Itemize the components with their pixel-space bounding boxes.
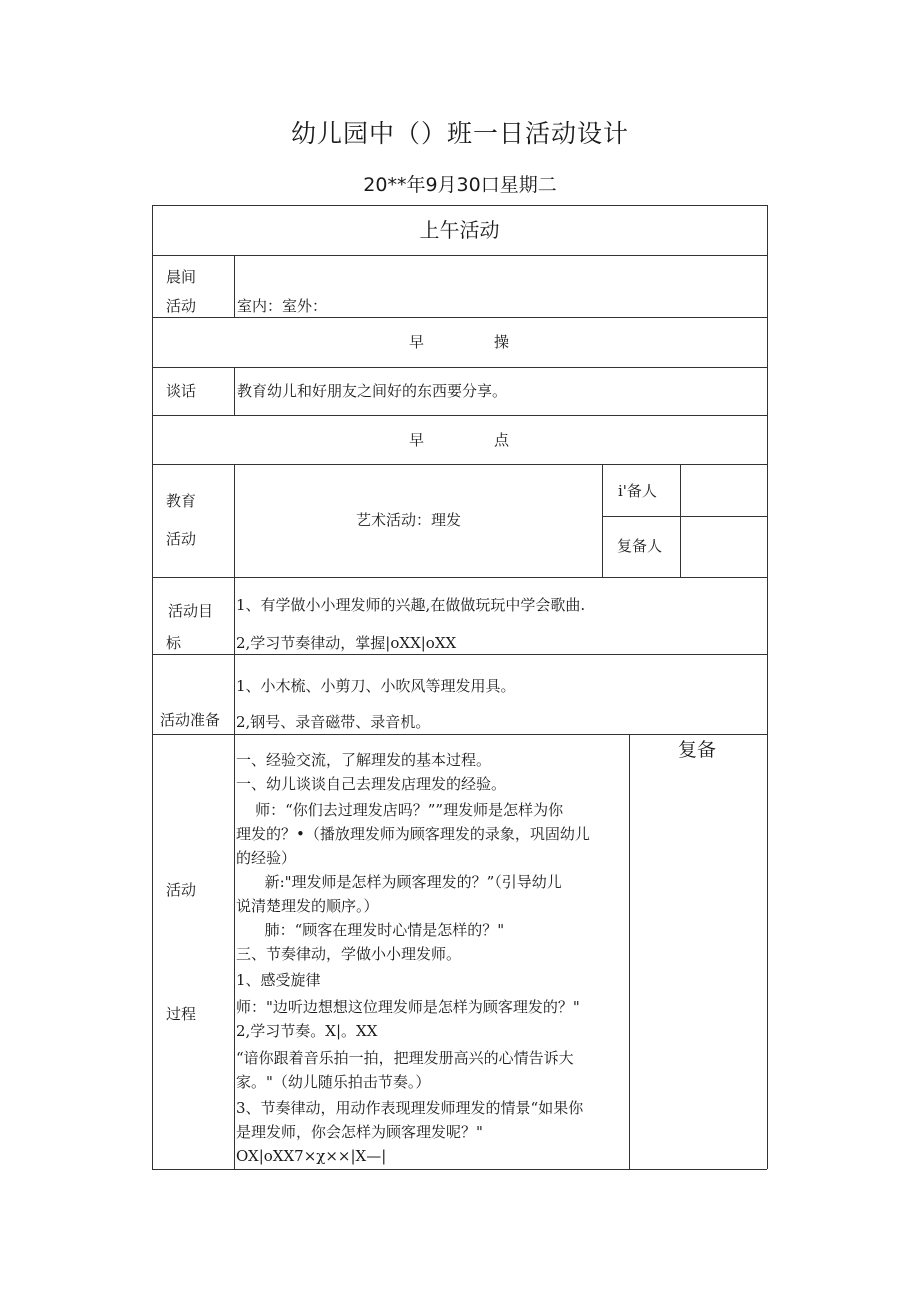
jiaoyu-content: 艺术活动：理发 [356, 511, 462, 529]
date-line: 20**年9月30口星期二 [363, 174, 557, 196]
guocheng-label-2: 过程 [166, 1005, 197, 1023]
chenjian-label-2: 活动 [166, 297, 197, 315]
jiaoyu-label-2: 活动 [166, 530, 197, 548]
process-line: 肺：“顾客在理发时心情是怎样的？" [236, 921, 505, 939]
process-line: 家。"（幼儿随乐拍击节奏。） [236, 1073, 431, 1091]
process-line: 一、幼儿谈谈自己去理发店理发的经验。 [236, 775, 507, 793]
process-line: 新:"理发师是怎样为顾客理发的？”（引导幼儿 [236, 873, 562, 891]
process-line: 说清楚理发的顺序。） [236, 897, 379, 915]
zaodian-char-1: 早 [409, 431, 425, 449]
process-line: 师：“你们去过理发店吗？””理发师是怎样为你 [236, 801, 564, 819]
fubei-label: 复备 [678, 739, 717, 761]
mubiao-label-1: 活动目 [168, 602, 214, 620]
zhunbei-label: 活动准备 [160, 711, 221, 729]
mubiao-item-1: 1、有学做小小理发师的兴趣,在做做玩玩中学会歌曲. [236, 596, 586, 614]
beiren-label: i'备人 [618, 482, 657, 500]
morning-activity-header: 上午活动 [419, 218, 500, 242]
process-line: 2,学习节奏。X|。XX [236, 1022, 378, 1040]
process-line: 师："边听边想想这位理发师是怎样为顾客理发的？" [236, 998, 580, 1016]
chenjian-content: 室内：室外： [237, 297, 328, 315]
mubiao-item-2: 2,学习节奏律动，掌握|oXX|oXX [236, 634, 457, 652]
process-line: 的经验） [236, 849, 297, 867]
zaodian-char-2: 点 [494, 431, 510, 449]
tanhua-label: 谈话 [166, 382, 197, 400]
guocheng-label-1: 活动 [166, 881, 197, 899]
tanhua-content: 教育幼儿和好朋友之间好的东西要分享。 [237, 382, 508, 400]
page-title: 幼儿园中（）班一日活动设计 [290, 119, 629, 148]
process-line: “谙你跟着音乐拍一拍，把理发册高兴的心情告诉大 [236, 1049, 574, 1067]
zhunbei-item-2: 2,钢号、录音磁带、录音机。 [236, 713, 431, 731]
process-line: 1、感受旋律 [236, 971, 321, 989]
zaocao-char-1: 早 [409, 333, 425, 351]
process-line: 三、节奏律动，学做小小理发师。 [236, 945, 462, 963]
chenjian-label-1: 晨间 [166, 268, 197, 286]
fubeiren-label: 复备人 [617, 537, 663, 555]
process-line: OX|oXX7×χ××|X—| [236, 1147, 387, 1165]
mubiao-label-2: 标 [166, 634, 182, 652]
zaocao-char-2: 操 [494, 333, 510, 351]
zhunbei-item-1: 1、小木梳、小剪刀、小吹风等理发用具。 [236, 677, 516, 695]
process-line: 一、经验交流，了解理发的基本过程。 [236, 751, 492, 769]
process-line: 是理发师，你会怎样为顾客理发呢？" [236, 1123, 483, 1141]
jiaoyu-label-1: 教育 [166, 492, 197, 510]
process-line: 3、节奏律动，用动作表现理发师理发的情景“如果你 [236, 1099, 584, 1117]
process-line: 理发的？•（播放理发师为顾客理发的录象，巩固幼儿 [236, 825, 590, 843]
